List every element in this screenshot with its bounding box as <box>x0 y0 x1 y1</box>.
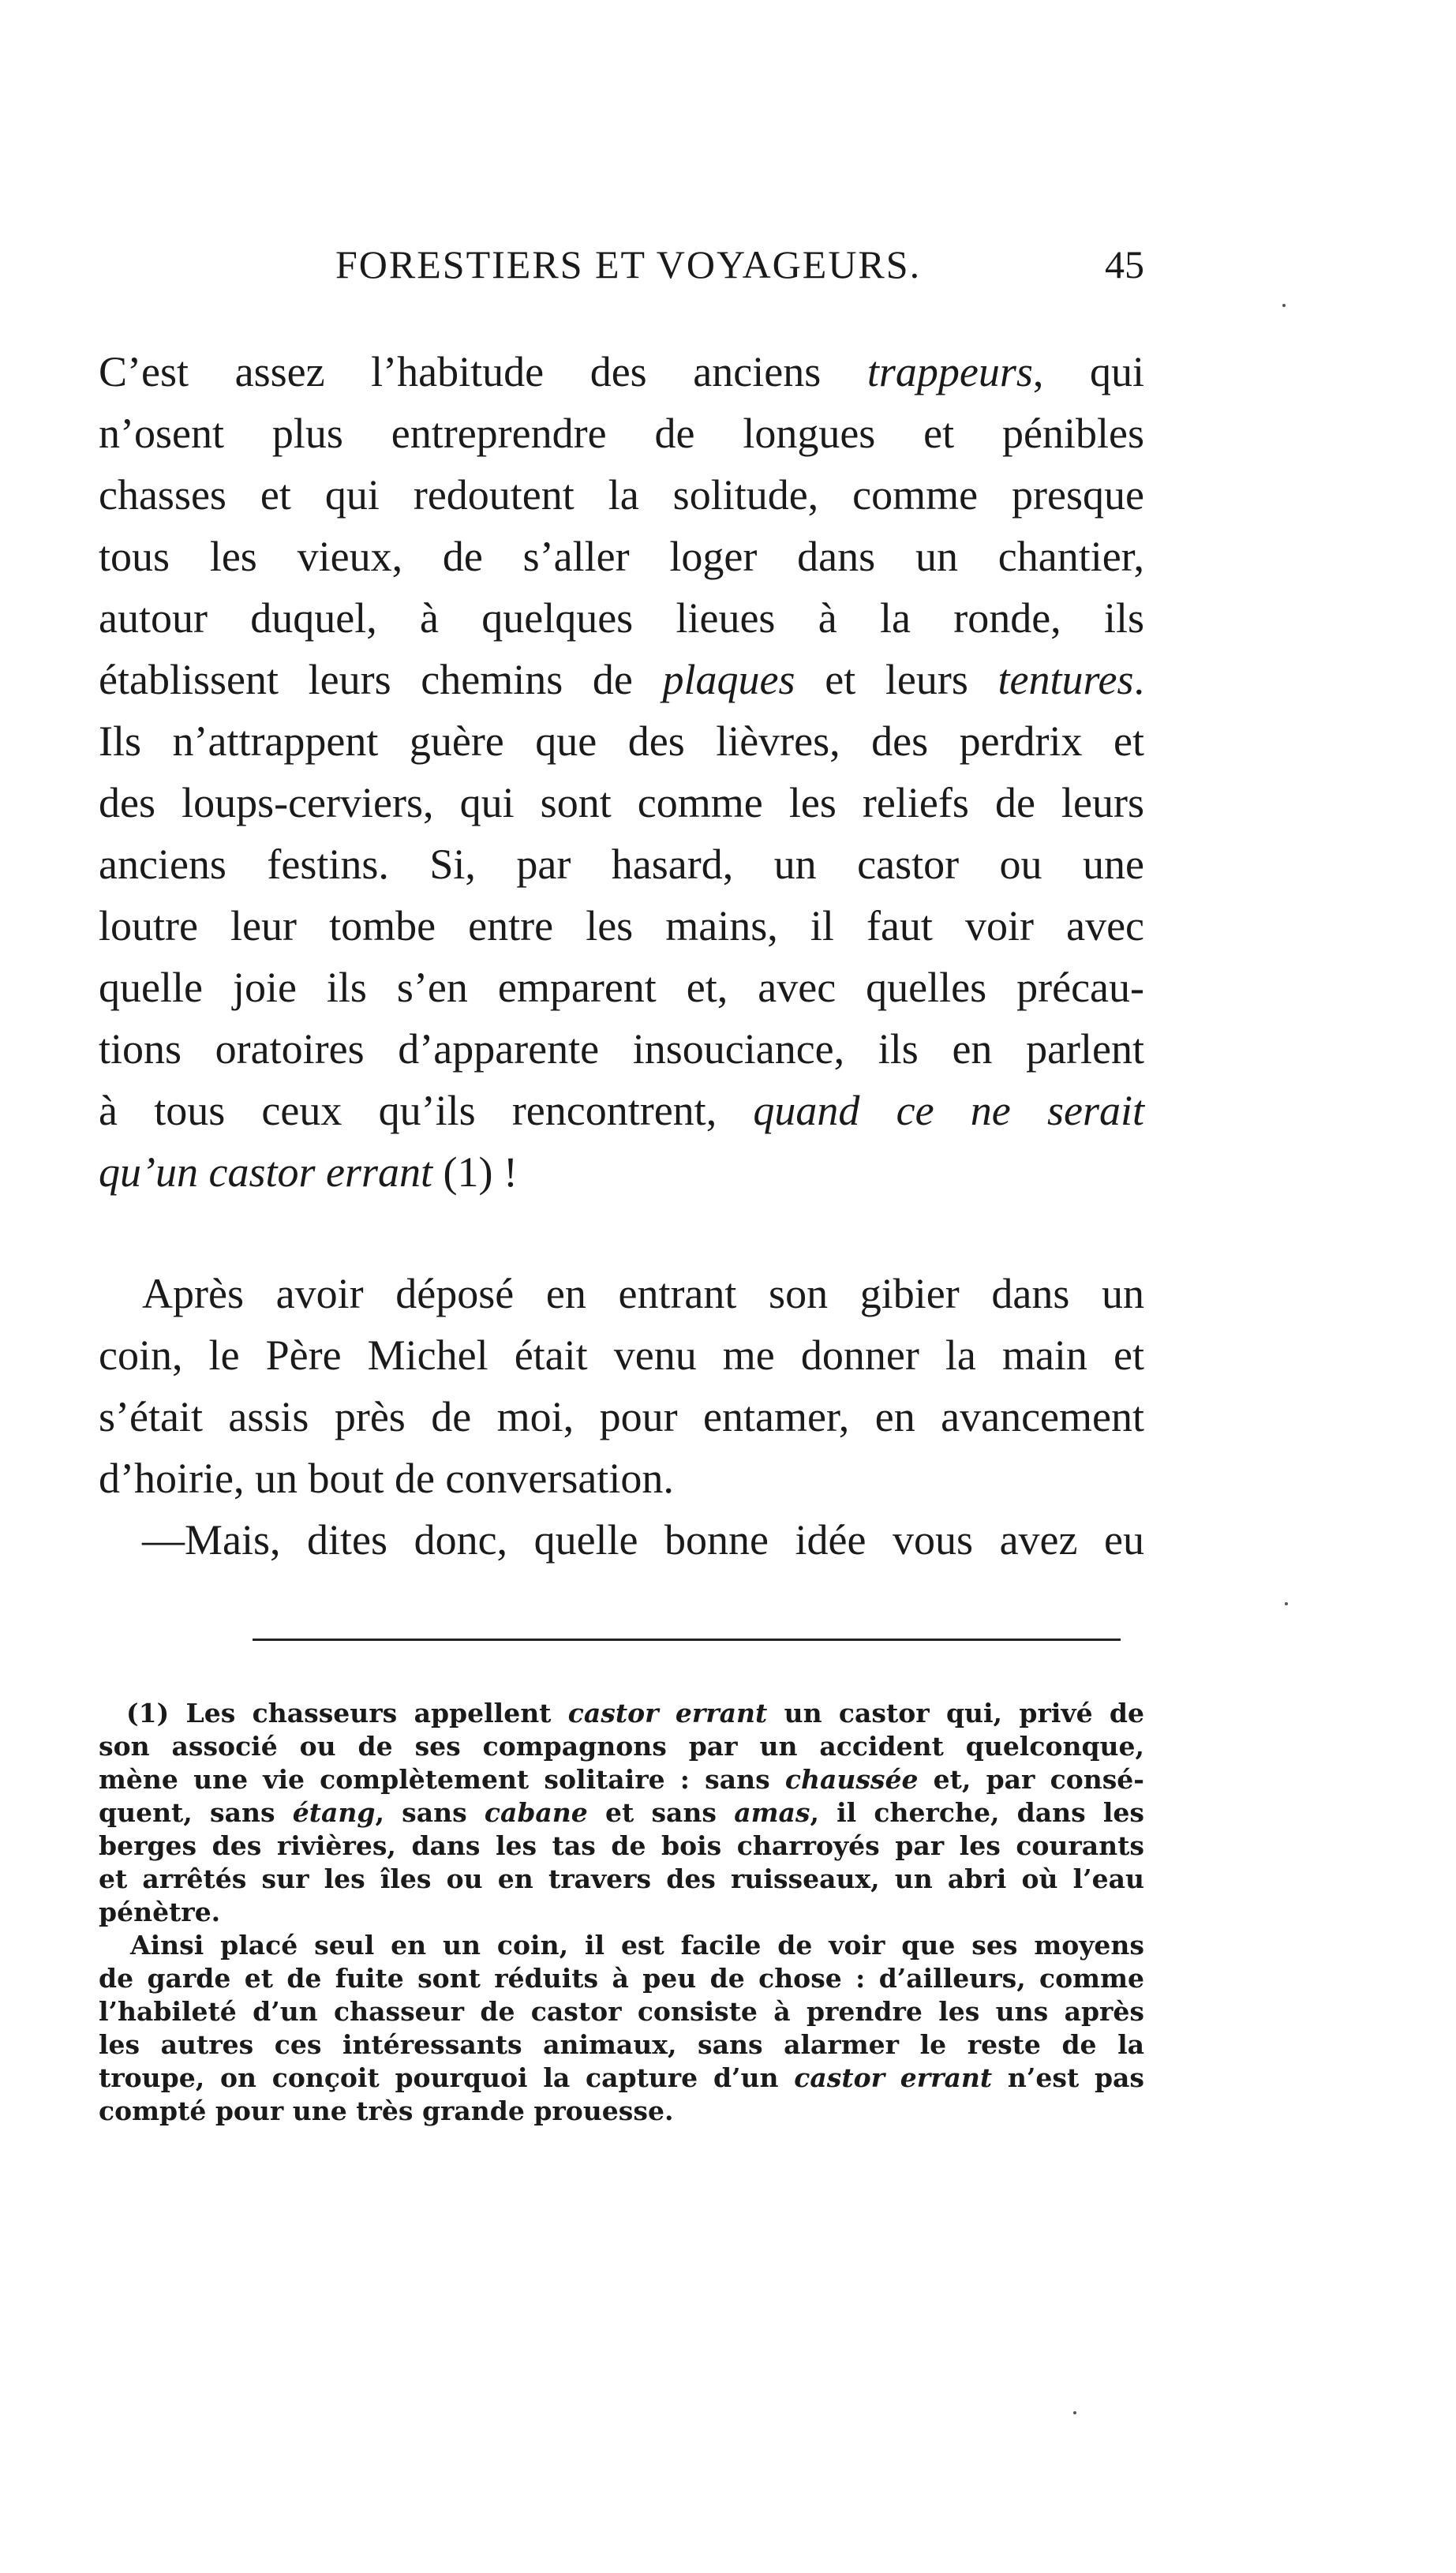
text-run: quand ce ne serait <box>753 1087 1144 1134</box>
footnote-run: castor errant <box>794 2062 993 2093</box>
footnote-run: castor errant <box>567 1698 768 1728</box>
footnote-run: un castor qui, privé de <box>767 1698 1144 1728</box>
text-line <box>99 403 1144 464</box>
footnote-line <box>99 1929 1144 1962</box>
paragraph-gap <box>99 1203 1144 1263</box>
text-run: , qui <box>1032 348 1144 395</box>
footnote-continuation <box>99 1929 1144 2128</box>
footnote-line <box>99 1730 1144 1763</box>
text-line <box>99 833 1144 895</box>
text-run: coin, le Père Michel était venu me donner la main et <box>99 1331 1144 1379</box>
text-run: n’osent plus entreprendre de longues et pénibles <box>99 410 1144 457</box>
footnote-line <box>99 1896 1144 1929</box>
footnote-run: berges des rivières, dans les tas de bois charroyés par les courants <box>99 1830 1144 1861</box>
footnote-run: cabane <box>484 1797 588 1828</box>
text-run: à tous ceux qu’ils rencontrent, <box>99 1087 754 1134</box>
page-header <box>99 237 1144 300</box>
main-text <box>99 341 1144 1571</box>
text-run: d’hoirie, un bout de conversation. <box>99 1455 674 1502</box>
footnote-run: , sans <box>375 1797 485 1828</box>
footnote-line <box>99 1763 1144 1796</box>
text-line <box>99 710 1144 772</box>
footnote-run: , il cherche, dans les <box>810 1797 1145 1828</box>
text-line <box>99 957 1144 1018</box>
footnote-run: chaussée <box>784 1764 919 1795</box>
text-run: et leurs <box>795 656 998 703</box>
text-run: anciens festins. Si, par hasard, un castor ou une <box>99 841 1144 888</box>
text-line <box>99 526 1144 587</box>
footnote-run: les autres ces intéressants animaux, sans alarmer le reste de la <box>99 2029 1144 2060</box>
text-line <box>99 341 1144 403</box>
footnote-run: troupe, on conçoit pourquoi la capture d’un <box>99 2062 795 2093</box>
footnote-run: mène une vie complètement solitaire : sans <box>99 1764 785 1795</box>
footnote-run: quent, sans <box>99 1797 293 1828</box>
footnote-line <box>99 2062 1144 2095</box>
text-run: trappeurs <box>866 348 1033 395</box>
footnote-line <box>99 1830 1144 1863</box>
text-run: . <box>1133 656 1144 703</box>
text-run: tous les vieux, de s’aller loger dans un chantier, <box>99 533 1144 580</box>
text-run: Ils n’attrappent guère que des lièvres, des perdrix et <box>99 717 1144 765</box>
text-run: plaques <box>662 656 795 703</box>
footnote-run: et arrêtés sur les îles ou en travers des ruisseaux, un abri où l’eau <box>99 1863 1144 1894</box>
text-run: établissent leurs chemins de <box>99 656 663 703</box>
text-line <box>99 895 1144 957</box>
footnote-line <box>99 1962 1144 1995</box>
footnote-line <box>99 1995 1144 2028</box>
footnote-run: l’habileté d’un chasseur de castor consiste à prendre les uns après <box>99 1996 1144 2027</box>
footnote <box>99 1697 1144 2128</box>
paragraph-trappeurs <box>99 341 1144 1203</box>
footnote-run: (1) Les chasseurs appellent <box>126 1698 568 1728</box>
footnote-line <box>99 2028 1144 2062</box>
footnote-run: compté pour une très grande prouesse. <box>99 2095 674 2126</box>
footnote-run: de garde et de fuite sont réduits à peu de chose : d’ailleurs, comme <box>99 1963 1144 1994</box>
footnote-run: et sans <box>587 1797 735 1828</box>
text-run: tions oratoires d’apparente insouciance, ils en parlent <box>99 1025 1144 1073</box>
footnote-run: n’est pas <box>992 2062 1145 2093</box>
text-run: C’est assez l’habitude des anciens <box>99 348 867 395</box>
paragraph-pere-michel <box>99 1263 1144 1509</box>
footnote-run: son associé ou de ses compagnons par un accident quelconque, <box>99 1731 1144 1762</box>
text-run: chasses et qui redoutent la solitude, comme presque <box>99 471 1144 519</box>
text-run: qu’un castor errant <box>99 1148 432 1196</box>
footnote-line <box>99 1697 1144 1730</box>
text-line <box>99 464 1144 526</box>
text-line <box>99 1018 1144 1080</box>
text-run: loutre leur tombe entre les mains, il faut voir avec <box>99 902 1144 949</box>
text-run: quelle joie ils s’en emparent et, avec quelles précau- <box>99 964 1144 1011</box>
text-line <box>99 772 1144 833</box>
page-number: 45 <box>1105 242 1144 287</box>
text-run: (1) ! <box>432 1148 518 1196</box>
text-run: Après avoir déposé en entrant son gibier dans un <box>142 1270 1144 1317</box>
running-title: FORESTIERS ET VOYAGEURS. <box>335 242 922 287</box>
text-run: tentures <box>997 656 1134 703</box>
text-line <box>99 1141 1144 1203</box>
text-run: s’était assis près de moi, pour entamer, en avancement <box>99 1393 1144 1440</box>
text-line <box>99 1386 1144 1448</box>
footnote-castor-errant <box>99 1697 1144 1929</box>
text-line <box>99 587 1144 649</box>
footnote-line <box>99 1796 1144 1830</box>
text-run: des loups-cerviers, qui sont comme les reliefs de leurs <box>99 779 1144 826</box>
text-line <box>99 649 1144 710</box>
text-run: —Mais, dites donc, quelle bonne idée vous avez eu <box>142 1516 1144 1564</box>
text-line <box>99 1509 1144 1571</box>
scan-speck <box>1285 1602 1288 1605</box>
footnote-run: Ainsi placé seul en un coin, il est facile de voir que ses moyens <box>130 1930 1144 1961</box>
text-run: autour duquel, à quelques lieues à la ronde, ils <box>99 594 1144 642</box>
footnote-run: amas <box>734 1797 810 1828</box>
text-line <box>99 1448 1144 1509</box>
footnote-run: et, par consé- <box>918 1764 1144 1795</box>
footnote-run: étang <box>292 1797 376 1828</box>
scan-speck <box>1073 2411 1076 2414</box>
scan-speck <box>1282 304 1286 307</box>
footnote-line <box>99 2095 1144 2128</box>
paragraph-dialogue <box>99 1509 1144 1571</box>
footnote-line <box>99 1863 1144 1896</box>
text-line <box>99 1263 1144 1324</box>
text-line <box>99 1080 1144 1141</box>
footnote-run: pénètre. <box>99 1897 221 1927</box>
footnote-separator <box>253 1639 1121 1641</box>
text-line <box>99 1324 1144 1386</box>
